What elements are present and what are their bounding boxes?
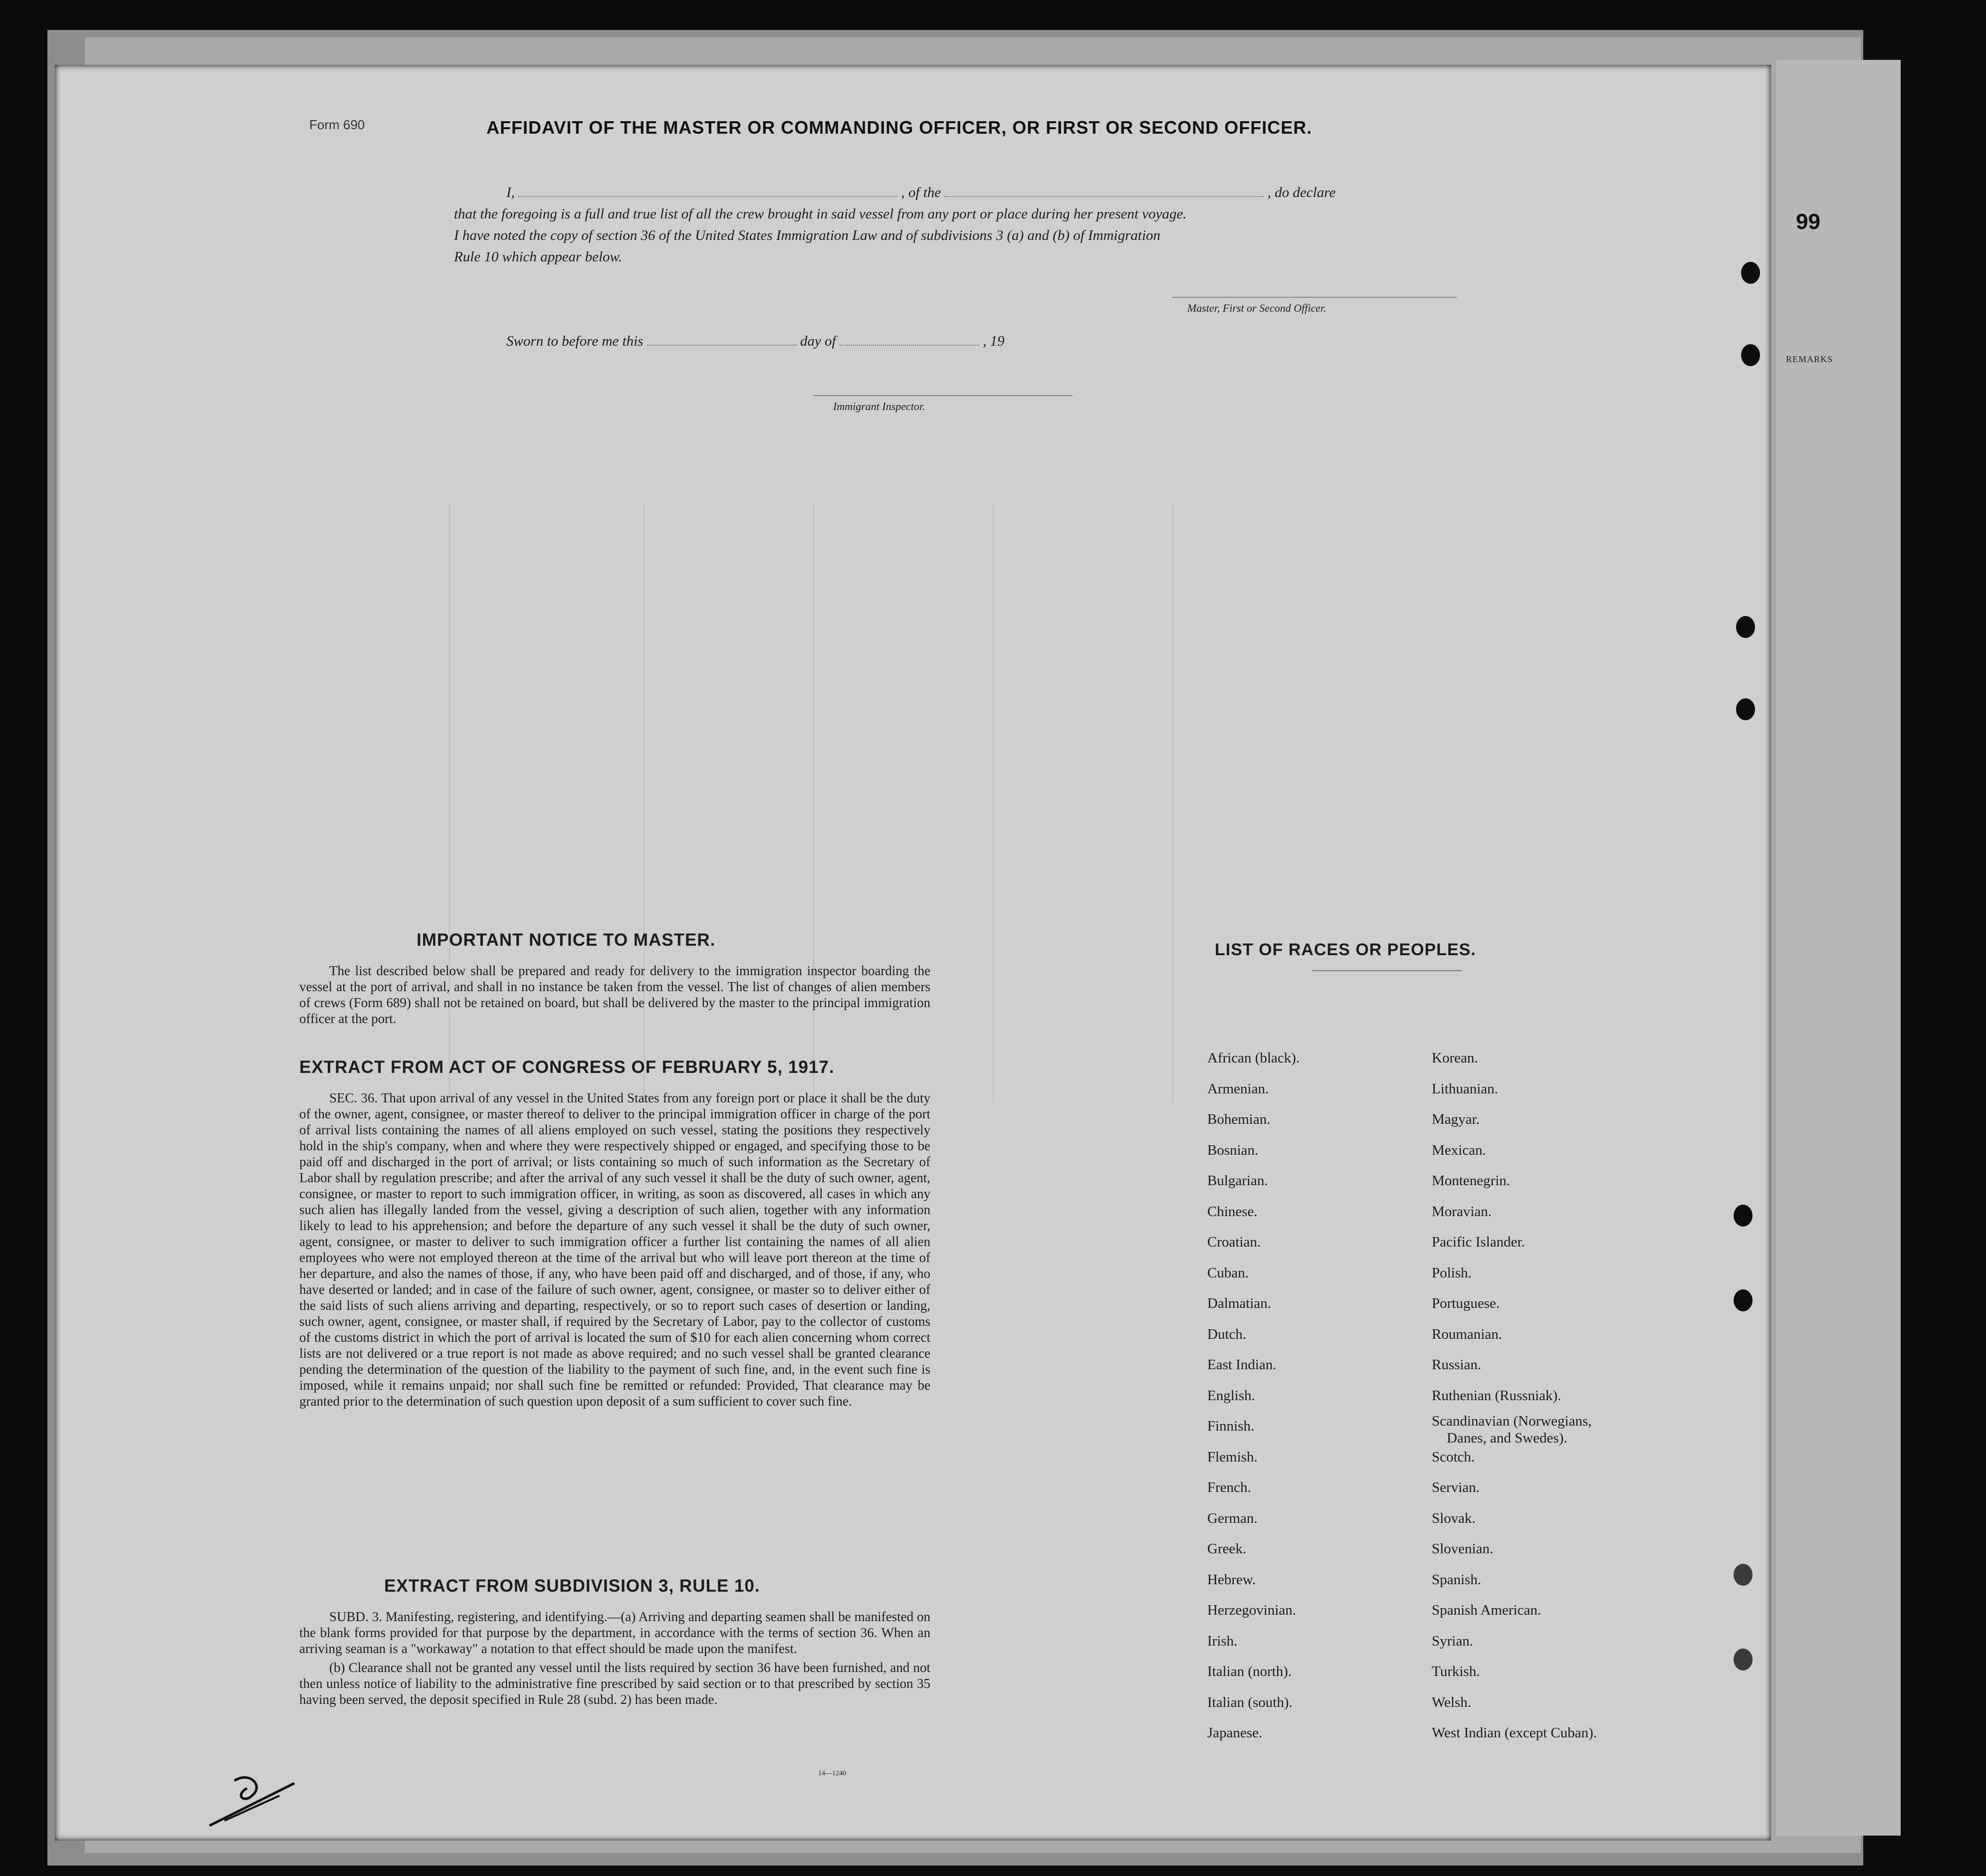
race-item-left: Finnish. <box>1207 1418 1255 1434</box>
section-36-text: SEC. 36. That upon arrival of any vessel in the United States from any foreign port or place it shall be the duty of the owner, agent, consignee, or master thereof to deliver to the principal immigration officer in charge of the port of arrival lists containing the names of all aliens employed on such vessel, stating the positions they respectively hold in the ship's company, when and where they were respectively shipped or engaged, and specifying those to be paid off and discharged in the port of arrival; or lists containing so much of such information as the Secretary of Labor shall by regulation prescribe; and after the arrival of any such vessel it shall be the duty of such owner, agent, consignee, or master to report to such immigration officer, in writing, as soon as discovered, all cases in which any such alien has illegally landed from the vessel, giving a description of such alien, together with any information likely to lead to his apprehension; and before the departure of any such vessel it shall be the duty of such owner, agent, consignee, or master to deliver to such immigration officer a further list containing the names of all alien employees who were not employed thereon at the time of the arrival but who will leave port thereon at the time of her departure, and also the names of those, if any, who have been paid off and discharged, and of those, if any, who have deserted or landed; and in case of the failure of such owner, agent, consignee, or master so to deliver either of the said lists of such aliens arriving and departing, respectively, or so to report such cases of desertion or landing, such owner, agent, consignee, or master shall, if required by the Secretary of Labor, pay to the collector of customs of the customs district in which the port of arrival is located the sum of $10 for each alien concerning whom correct lists are not delivered or a true report is not made as above required; and no such vessel shall be granted clearance pending the determination of the question of the liability to the payment of such fine, and, in the event such fine is imposed, while it remains unpaid; nor shall such fine be remitted or refunded: Provided, That clearance may be granted prior to the determination of such question upon deposit of a sum sufficient to cover such fine. <box>299 1090 930 1409</box>
race-item-right: Syrian. <box>1432 1633 1473 1649</box>
declaration-of-the: , of the <box>901 185 941 201</box>
race-item-right: Scotch. <box>1432 1449 1475 1465</box>
race-item-right: Polish. <box>1432 1264 1472 1281</box>
year-text: , 19 <box>983 333 1005 349</box>
race-item-right: Portuguese. <box>1432 1295 1500 1311</box>
declaration-line-1 <box>506 185 1335 201</box>
race-item-left: Irish. <box>1207 1633 1238 1649</box>
punch-hole <box>1741 344 1760 366</box>
race-item-left: Japanese. <box>1207 1725 1263 1741</box>
sworn-line <box>506 333 1005 350</box>
race-item-right: Russian. <box>1432 1357 1482 1373</box>
race-item-right: Scandinavian (Norwegians, <box>1432 1413 1592 1429</box>
race-item-left: Dutch. <box>1207 1326 1247 1342</box>
race-item-left: Italian (north). <box>1207 1664 1292 1679</box>
affidavit-title: AFFIDAVIT OF THE MASTER OR COMMANDING OFFICER, OR FIRST OR SECOND OFFICER. <box>486 117 1313 138</box>
race-item-left: Cuban. <box>1207 1264 1249 1281</box>
race-item-right: Ruthenian (Russniak). <box>1432 1387 1561 1404</box>
rule-para-b: (b) Clearance shall not be granted any vessel until the lists required by section 36 have been furnished, and not then unless notice of liability to the administrative fine prescribed by said section or to that prescribed by section 35 having been served, the deposit specified in Rule 28 (subd. 2) has been made. <box>299 1660 930 1707</box>
race-item-left: Chinese. <box>1207 1203 1258 1220</box>
race-item-left: Croatian. <box>1207 1234 1261 1250</box>
race-item-left: Herzegovinian. <box>1207 1602 1296 1618</box>
inspector-signature-line <box>813 395 1073 396</box>
race-item-left: Flemish. <box>1207 1449 1258 1465</box>
race-item-left: Dalmatian. <box>1207 1295 1272 1311</box>
race-item-left: Italian (south). <box>1207 1694 1293 1710</box>
act-extract-title: EXTRACT FROM ACT OF CONGRESS OF FEBRUARY 5, 1917. <box>299 1057 835 1077</box>
race-item-right: Mexican. <box>1432 1142 1486 1158</box>
day-blank <box>647 336 797 346</box>
race-item-right: Montenegrin. <box>1432 1173 1511 1189</box>
punch-hole <box>1736 698 1755 720</box>
race-item-left: German. <box>1207 1510 1258 1526</box>
race-item-left: Bulgarian. <box>1207 1173 1268 1189</box>
race-item-left: African (black). <box>1207 1050 1300 1066</box>
declaration-do-declare: , do declare <box>1267 185 1336 201</box>
race-item-right: Slovenian. <box>1432 1541 1494 1557</box>
form-number: Form 690 <box>309 117 365 132</box>
declaration-line-3: I have noted the copy of section 36 of the United States Immigration Law and of subdivisions 3 (a) and (b) of Immigration <box>454 227 1161 243</box>
races-title: LIST OF RACES OR PEOPLES. <box>1215 940 1476 959</box>
notice-body <box>299 963 930 1030</box>
race-item-right: Roumanian. <box>1432 1326 1502 1342</box>
race-item-left: East Indian. <box>1207 1357 1277 1373</box>
declaration-line-4: Rule 10 which appear below. <box>454 249 622 265</box>
punch-hole <box>1734 1205 1753 1227</box>
print-code: 14—1240 <box>818 1770 846 1777</box>
inspector-caption: Immigrant Inspector. <box>833 400 925 413</box>
race-item-right: Slovak. <box>1432 1510 1476 1526</box>
name-blank <box>518 187 897 197</box>
race-item-right: Servian. <box>1432 1479 1480 1495</box>
vessel-blank <box>944 187 1264 197</box>
declaration-line-2: that the foregoing is a full and true list of all the crew brought in said vessel from any port or place during her present voyage. <box>454 206 1187 222</box>
rule-extract-title: EXTRACT FROM SUBDIVISION 3, RULE 10. <box>384 1576 760 1596</box>
punch-hole <box>1741 262 1760 284</box>
race-item-left: Bohemian. <box>1207 1111 1271 1127</box>
notice-text: The list described below shall be prepared and ready for delivery to the immigration inspector boarding the vessel at the port of arrival, and shall in no instance be taken from the vessel. The list of changes of alien members of crews (Form 689) shall not be retained on board, but shall be delivered by the master to the principal immigration officer at the port. <box>299 963 930 1026</box>
punch-hole <box>1734 1289 1753 1311</box>
race-item-right: Welsh. <box>1432 1694 1472 1710</box>
declaration-i: I, <box>506 185 515 201</box>
race-item-right: West Indian (except Cuban). <box>1432 1725 1597 1741</box>
sworn-text: Sworn to before me this <box>506 333 644 349</box>
races-title-rule <box>1312 970 1462 971</box>
race-item-right: Magyar. <box>1432 1111 1480 1127</box>
race-item-left: Bosnian. <box>1207 1142 1259 1158</box>
remarks-label: REMARKS <box>1786 354 1833 364</box>
punch-hole <box>1736 616 1755 638</box>
affidavit-page <box>55 65 1771 1841</box>
race-item-left: Armenian. <box>1207 1080 1269 1097</box>
day-of-text: day of <box>800 333 836 349</box>
page-number: 99 <box>1796 209 1820 234</box>
race-item-left: English. <box>1207 1387 1255 1404</box>
race-item-right: Spanish American. <box>1432 1602 1542 1618</box>
race-item-right: Lithuanian. <box>1432 1080 1498 1097</box>
race-item-right: Korean. <box>1432 1050 1478 1066</box>
race-item-right: Moravian. <box>1432 1203 1492 1220</box>
master-caption: Master, First or Second Officer. <box>1187 302 1326 314</box>
rule-extract-body <box>299 1609 930 1710</box>
rule-para-a: SUBD. 3. Manifesting, registering, and identifying.—(a) Arriving and departing seamen shall be manifested on the blank forms provided for that purpose by the department, in accordance with the terms of section 36. When an arriving seaman is a "workaway" a notation to that effect should be made upon the manifest. <box>299 1609 930 1656</box>
race-item-right: Spanish. <box>1432 1571 1482 1588</box>
punch-hole <box>1734 1649 1753 1670</box>
race-item-left: Greek. <box>1207 1541 1247 1557</box>
race-item-left: Hebrew. <box>1207 1571 1256 1588</box>
notice-title: IMPORTANT NOTICE TO MASTER. <box>417 930 716 950</box>
race-item-right-continuation: Danes, and Swedes). <box>1447 1430 1567 1446</box>
race-item-left: French. <box>1207 1479 1251 1495</box>
act-extract-body <box>299 1090 930 1412</box>
month-blank <box>840 336 979 346</box>
race-item-right: Pacific Islander. <box>1432 1234 1525 1250</box>
handwritten-mark <box>205 1766 304 1831</box>
master-signature-line <box>1172 297 1457 298</box>
race-item-right: Turkish. <box>1432 1664 1480 1679</box>
underlying-manifest-strip <box>1776 60 1901 1836</box>
punch-hole <box>1734 1564 1753 1586</box>
